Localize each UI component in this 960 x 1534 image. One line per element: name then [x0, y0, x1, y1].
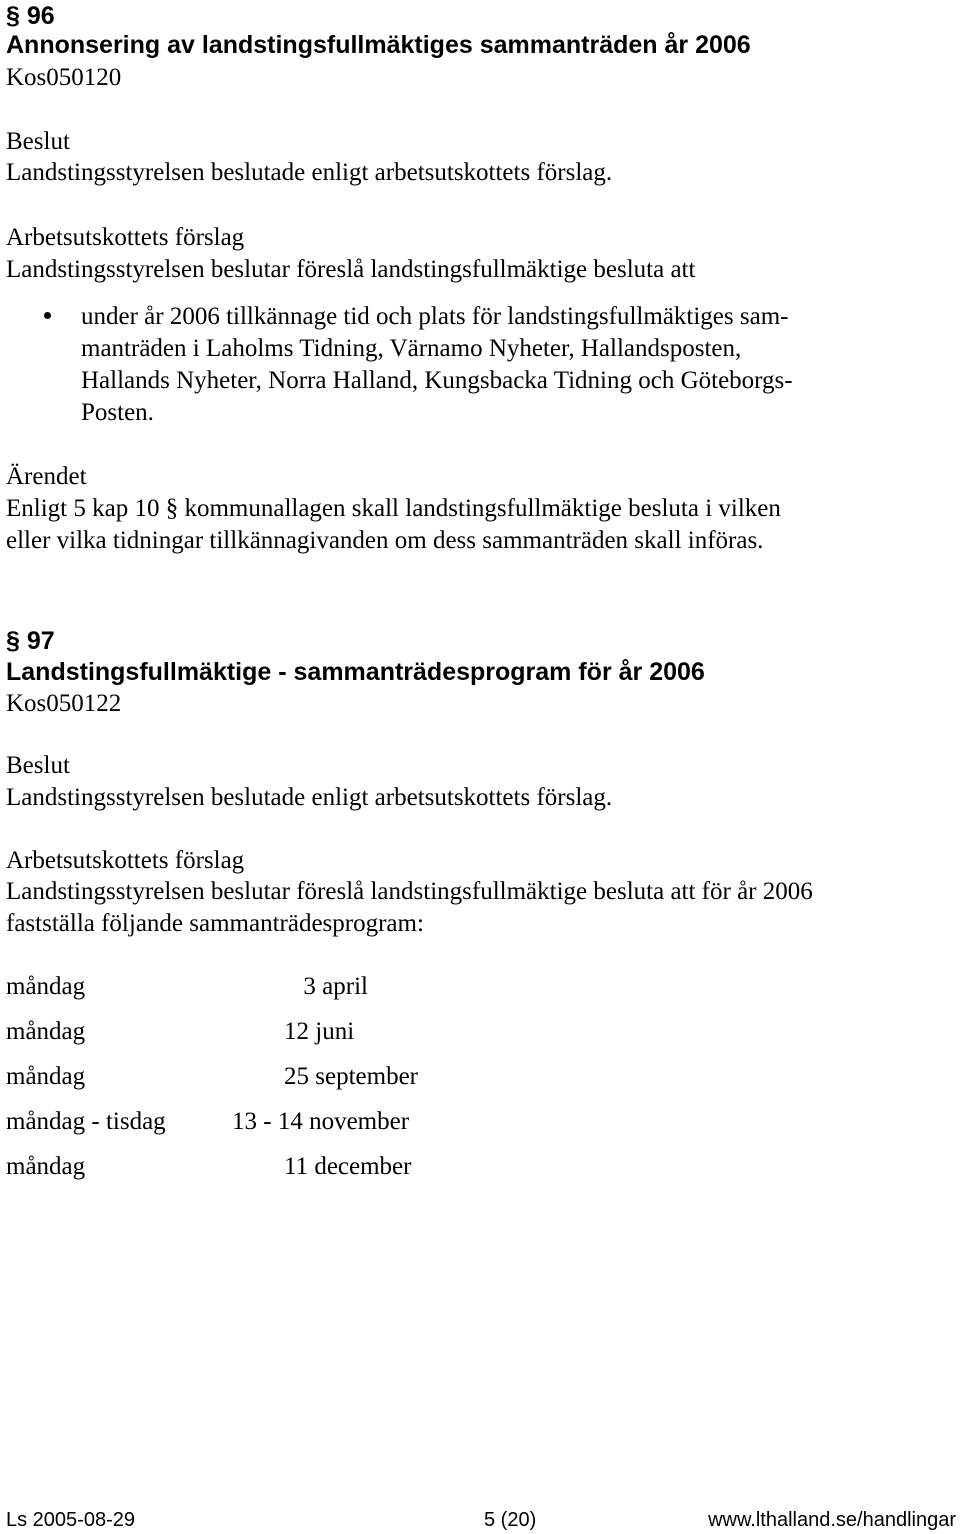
- schedule-date: 11 december: [284, 1153, 412, 1180]
- bullet-line: under år 2006 tillkännage tid och plats för landstingsfullmäktiges sam-: [81, 303, 789, 330]
- schedule-day: måndag: [6, 1018, 86, 1045]
- section-96-number: § 96: [6, 2, 55, 30]
- schedule-day: måndag: [6, 973, 86, 1000]
- schedule-day: måndag: [6, 1063, 86, 1090]
- bullet-line: Posten.: [81, 399, 154, 426]
- schedule-date: 12 juni: [284, 1018, 355, 1045]
- footer-page-number: 5 (20): [484, 1509, 537, 1531]
- bullet-icon: [44, 312, 51, 319]
- section-97-number: § 97: [6, 627, 55, 655]
- footer-date: Ls 2005-08-29: [6, 1509, 135, 1531]
- bullet-line: Hallands Nyheter, Norra Halland, Kungsbacka Tidning och Göteborgs-: [81, 367, 793, 394]
- schedule-date: 13 - 14 november: [232, 1108, 410, 1135]
- bullet-line: manträden i Laholms Tidning, Värnamo Nyheter, Hallandsposten,: [81, 335, 742, 362]
- section-97-proposal-line: Landstingsstyrelsen beslutar föreslå landstingsfullmäktige besluta att för år 2006: [6, 878, 813, 905]
- section-97-case-number: Kos050122: [6, 690, 122, 717]
- section-97-decision-heading: Beslut: [6, 752, 70, 779]
- section-96-matter-heading: Ärendet: [6, 463, 87, 490]
- section-96-title: Annonsering av landstingsfullmäktiges sammanträden år 2006: [6, 31, 751, 59]
- section-96-matter-line: eller vilka tidningar tillkännagivanden om dess sammanträden skall införas.: [6, 527, 764, 554]
- section-96-proposal-heading: Arbetsutskottets förslag: [6, 224, 245, 251]
- section-96-decision-text: Landstingsstyrelsen beslutade enligt arbetsutskottets förslag.: [6, 159, 613, 186]
- schedule-date: 3 april: [303, 973, 368, 1000]
- section-97-proposal-line: fastställa följande sammanträdesprogram:: [6, 910, 424, 937]
- schedule-day: måndag: [6, 1153, 86, 1180]
- section-97-proposal-heading: Arbetsutskottets förslag: [6, 847, 245, 874]
- section-96-case-number: Kos050120: [6, 64, 122, 91]
- schedule-day: måndag - tisdag: [6, 1108, 166, 1135]
- schedule-date: 25 september: [284, 1063, 418, 1090]
- section-97-decision-text: Landstingsstyrelsen beslutade enligt arbetsutskottets förslag.: [6, 784, 613, 811]
- footer-website-link[interactable]: www.lthalland.se/handlingar: [708, 1509, 956, 1531]
- section-96-matter-line: Enligt 5 kap 10 § kommunallagen skall landstingsfullmäktige besluta i vilken: [6, 495, 781, 522]
- section-96-proposal-text: Landstingsstyrelsen beslutar föreslå landstingsfullmäktige besluta att: [6, 256, 696, 283]
- section-97-title: Landstingsfullmäktige - sammanträdesprogram för år 2006: [6, 658, 705, 686]
- section-96-decision-heading: Beslut: [6, 128, 70, 155]
